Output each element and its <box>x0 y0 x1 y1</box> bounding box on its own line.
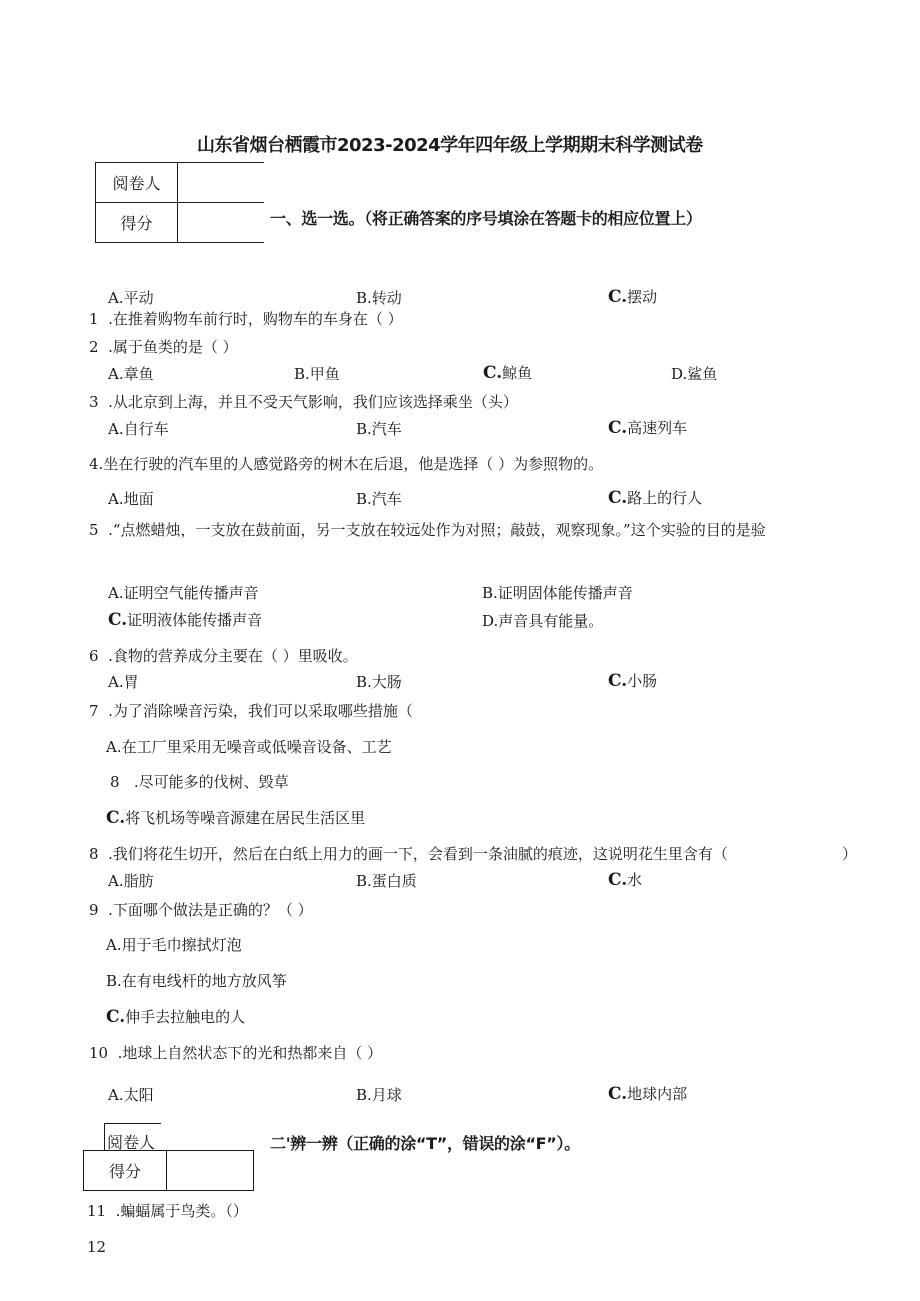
option-a: A.在工厂里采用无噪音或低噪音设备、工艺 <box>106 738 392 756</box>
option-c: C.水 <box>608 870 643 890</box>
page-title: 山东省烟台栖霞市2023-2024学年四年级上学期期末科学测试卷 <box>197 135 703 156</box>
section-heading: 二'辨一辨（正确的涂“T”，错误的涂“F”）。 <box>270 1134 580 1153</box>
option-a: A.太阳 <box>108 1086 154 1104</box>
option-b: B.在有电线杆的地方放风筝 <box>106 972 287 990</box>
question-9: 9 .下面哪个做法是正确的？（ ） <box>89 901 313 919</box>
option-b: B.转动 <box>356 289 402 307</box>
option-b: B.蛋白质 <box>356 872 417 890</box>
reviewer-label: 阅卷人 <box>107 1133 156 1152</box>
option-c: C.地球内部 <box>608 1084 688 1104</box>
score-cell[interactable] <box>166 1150 254 1191</box>
option-b: B.汽车 <box>356 420 402 438</box>
section-heading: 一、选一选。（将正确答案的序号填涂在答题卡的相应位置上） <box>270 209 702 228</box>
option-c: C.将飞机场等噪音源建在居民生活区里 <box>106 808 366 828</box>
question-1: 1 .在推着购物车前行时，购物车的车身在（ ） <box>89 310 403 328</box>
reviewer-label: 阅卷人 <box>95 162 178 203</box>
question-8: 8 .我们将花生切开，然后在白纸上用力的画一下，会看到一条油腻的痕迹，这说明花生里含有（ <box>89 845 728 863</box>
score-label: 得分 <box>95 202 178 243</box>
option-a: A.章鱼 <box>108 365 154 383</box>
option-b: B.证明固体能传播声音 <box>482 584 633 602</box>
option-b: B.甲鱼 <box>294 365 340 383</box>
option-a: A.平动 <box>108 289 154 307</box>
option-c: C.证明液体能传播声音 <box>108 610 263 630</box>
score-label: 得分 <box>83 1150 167 1191</box>
question-12: 12 <box>87 1238 107 1256</box>
question-10: 10 .地球上自然状态下的光和热都来自（ ） <box>89 1044 383 1062</box>
option-a: A.地面 <box>108 490 154 508</box>
question-7: 7 .为了消除噪音污染，我们可以采取哪些措施（ <box>89 702 413 720</box>
option-a: A.自行车 <box>108 420 169 438</box>
score-cell[interactable] <box>177 202 264 243</box>
question-11: 11 .蝙蝠属于鸟类。（） <box>87 1202 248 1220</box>
option-c: C.小肠 <box>608 671 658 691</box>
option-c: C.高速列车 <box>608 418 688 438</box>
question-4: 4.坐在行驶的汽车里的人感觉路旁的树木在后退，他是选择（ ）为参照物的。 <box>89 455 604 473</box>
option-b: B.汽车 <box>356 490 402 508</box>
option-b: 8 .尽可能多的伐树、毁草 <box>110 773 289 791</box>
question-6: 6 .食物的营养成分主要在（ ）里吸收。 <box>89 647 358 665</box>
option-d: D.声音具有能量。 <box>482 612 604 630</box>
question-5: 5 .“点燃蜡烛，一支放在鼓前面，另一支放在较远处作为对照；敲鼓，观察现象。”这个实验的目的是验 <box>89 521 766 539</box>
option-a: A.用于毛巾擦拭灯泡 <box>106 936 242 954</box>
question-8-close: ） <box>842 845 858 863</box>
option-a: A.胃 <box>108 673 139 691</box>
question-2: 2 .属于鱼类的是（ ） <box>89 338 238 356</box>
option-a: A.证明空气能传播声音 <box>108 584 259 602</box>
option-c: C.伸手去拉触电的人 <box>106 1007 246 1027</box>
option-b: B.月球 <box>356 1086 402 1104</box>
option-c: C.路上的行人 <box>608 488 703 508</box>
option-d: D.鲨鱼 <box>671 365 718 383</box>
question-3: 3 .从北京到上海，并且不受天气影响，我们应该选择乘坐（头） <box>89 393 518 411</box>
option-b: B.大肠 <box>356 673 402 691</box>
option-c: C.摆动 <box>608 287 658 307</box>
option-a: A.脂肪 <box>108 872 154 890</box>
option-c: C.鲸鱼 <box>483 363 533 383</box>
reviewer-cell[interactable] <box>177 162 264 203</box>
